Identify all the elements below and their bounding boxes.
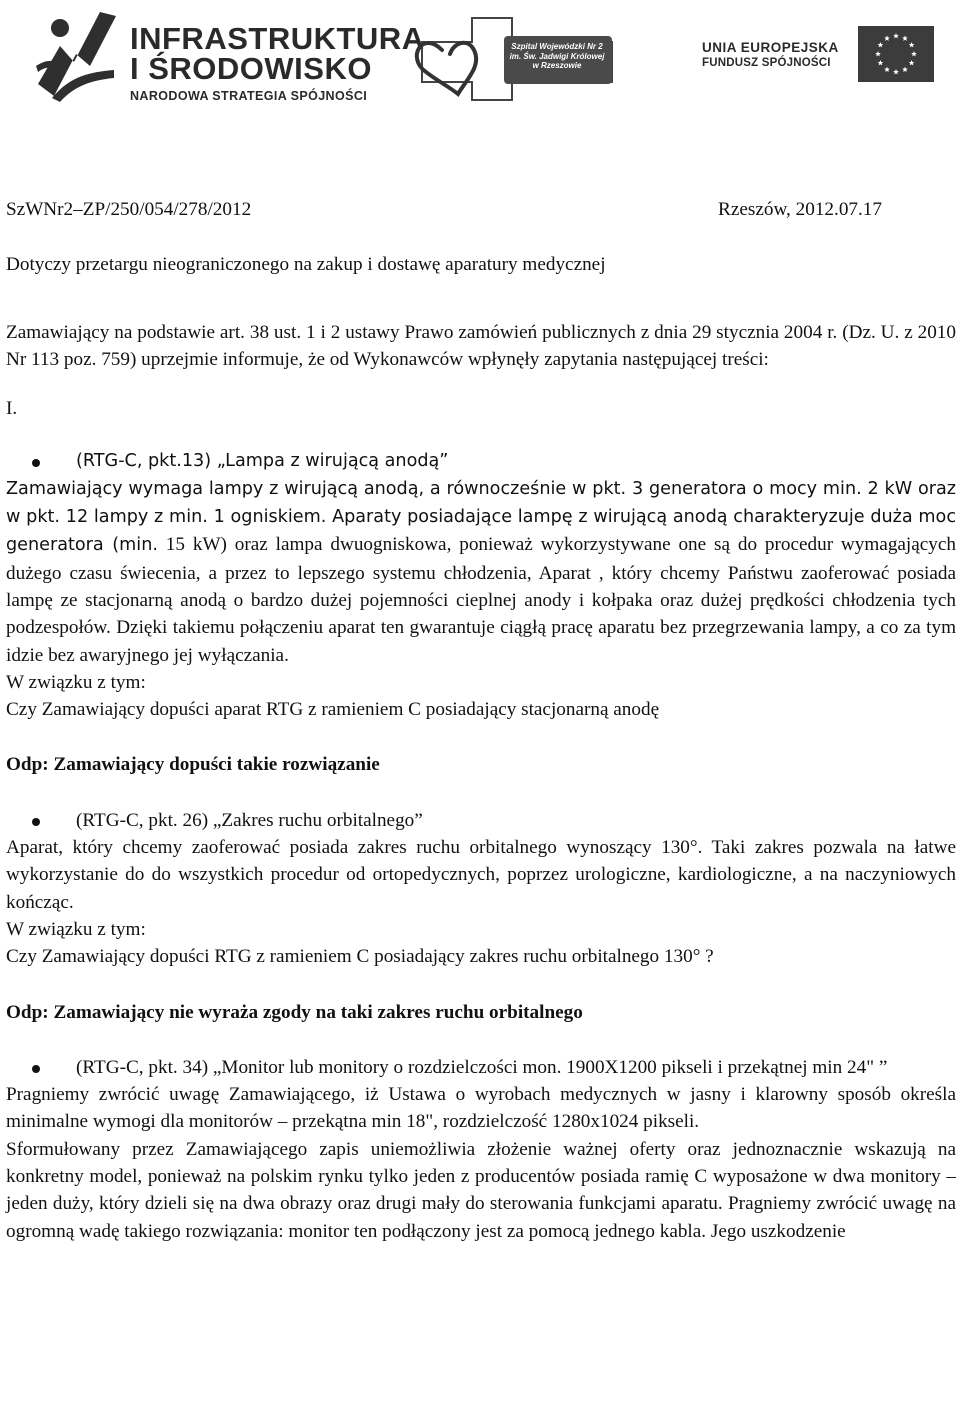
item-heading: (RTG-C, pkt. 34) „Monitor lub monitory o rozdzielczości mon. 1900X1200 pikseli i przekątnej min 24" ” <box>76 1056 888 1078</box>
subject-line: Dotyczy przetargu nieograniczonego na zakup i dostawę aparatury medycznej <box>6 254 606 276</box>
bullet-icon <box>32 459 40 467</box>
infrastruktura-logo <box>30 6 425 106</box>
infrastruktura-line3: NARODOWA STRATEGIA SPÓJNOŚCI <box>130 89 368 103</box>
hospital-name <box>508 42 606 71</box>
item-body-serif: 15 kW) oraz lampa dwuogniskowa, ponieważ wykorzystywane one są do procedur wymagających dużego czasu świecenia, a przez to lepszego systemu chłodzenia, Aparat , który chcemy Państwu zaoferować posiada lampę ze stacjonarną anodą o bardzo dużej pojemności cieplnej anody i kołpaka oraz dużej prędkości chłodzenia tych podzespołów. Dzięki takiemu połączeniu aparat ten gwarantuje ciągłą pracę aparatu bez przegrzewania lampy, a co za tym idzie bez awaryjnego jej wyłączania. <box>6 534 956 666</box>
item-question: Czy Zamawiający dopuści RTG z ramieniem C posiadający zakres ruchu orbitalnego 130° ? <box>6 946 714 968</box>
item-body: Aparat, który chcemy zaoferować posiada zakres ruchu orbitalnego wynoszący 130°. Taki zakres pozwala na łatwe wykorzystanie do do wszystkich procedur od ortopedycznych, poprzez urologiczne, kardiologiczne, a na naczyniowych kończąc. <box>6 837 956 913</box>
item-question: Czy Zamawiający dopuści aparat RTG z ramieniem C posiadający stacjonarną anodę <box>6 699 660 721</box>
item-lead: W związku z tym: <box>6 671 146 693</box>
list-item <box>6 807 956 834</box>
header-logos <box>0 0 960 110</box>
section-number: I. <box>6 398 18 420</box>
document-body <box>6 196 956 1245</box>
list-item <box>6 448 956 475</box>
infrastruktura-emblem-icon <box>30 6 120 102</box>
item-body <box>6 475 956 669</box>
eu-logo <box>698 24 938 84</box>
item-answer: Odp: Zamawiający nie wyraża zgody na taki zakres ruchu orbitalnego <box>6 1001 583 1023</box>
item-body: Pragniemy zwrócić uwagę Zamawiającego, iż Ustawa o wyrobach medycznych w jasny i klarowny sposób określa minimalne wymogi dla monitorów – przekątna min 18", rozdzielczość 1280x1024 pikseli. <box>6 1084 956 1133</box>
infrastruktura-line1: INFRASTRUKTURA <box>130 21 425 56</box>
header-row <box>6 196 882 223</box>
item-answer: Odp: Zamawiający dopuści takie rozwiązanie <box>6 754 380 776</box>
item-heading: (RTG-C, pkt. 26) „Zakres ruchu orbitalnego” <box>76 809 423 831</box>
item-body: Sformułowany przez Zamawiającego zapis uniemożliwia złożenie ważnej oferty oraz jednoznacznie wskazują na konkretny model, ponieważ na polskim rynku tylko jeden z producentów posiada ramię C wyposażone w dwa monitory – jeden duży, który dzieli się na dwa obrazy oraz drugi mały do sterowania funkcjami aparatu. Pragniemy zwrócić uwagę na ogromną wadę takiego rozwiązania: monitor ten podłączony jest za pomocą jednego kabla. Jego uszkodzenie <box>6 1138 956 1242</box>
eu-flag-icon <box>858 26 934 82</box>
infrastruktura-line2: I ŚRODOWISKO <box>130 51 372 86</box>
intro-paragraph: Zamawiający na podstawie art. 38 ust. 1 i 2 ustawy Prawo zamówień publicznych z dnia 29 stycznia 2004 r. (Dz. U. z 2010 Nr 113 poz. 759) uprzejmie informuje, że od Wykonawców wpłynęły zapytania następującej treści: <box>6 321 956 370</box>
item-heading: (RTG-C, pkt.13) „Lampa z wirującą anodą” <box>76 451 449 472</box>
hospital-line2: im. Św. Jadwigi Królowej <box>509 51 605 61</box>
place-date: Rzeszów, 2012.07.17 <box>718 199 882 220</box>
eu-line1: UNIA EUROPEJSKA <box>702 40 839 55</box>
bullet-icon <box>32 818 40 826</box>
item-body-sans: Zamawiający wymaga lampy z wirującą anodą, a równocześnie w pkt. 3 generatora o mocy min. 2 kW oraz w pkt. 12 lampy z min. 1 ogniskiem. Aparaty posiadające lampę z wirującą anodą charakteryzuje duża moc generatora (min. <box>6 478 956 556</box>
eu-line2: FUNDUSZ SPÓJNOŚCI <box>702 57 831 69</box>
item-lead: W związku z tym: <box>6 918 146 940</box>
hospital-logo <box>412 12 652 102</box>
bullet-icon <box>32 1065 40 1073</box>
list-item <box>6 1054 956 1081</box>
hospital-line3: w Rzeszowie <box>532 61 582 70</box>
hospital-line1: Szpital Wojewódzki Nr 2 <box>511 42 603 51</box>
reference-number: SzWNr2–ZP/250/054/278/2012 <box>6 199 252 220</box>
